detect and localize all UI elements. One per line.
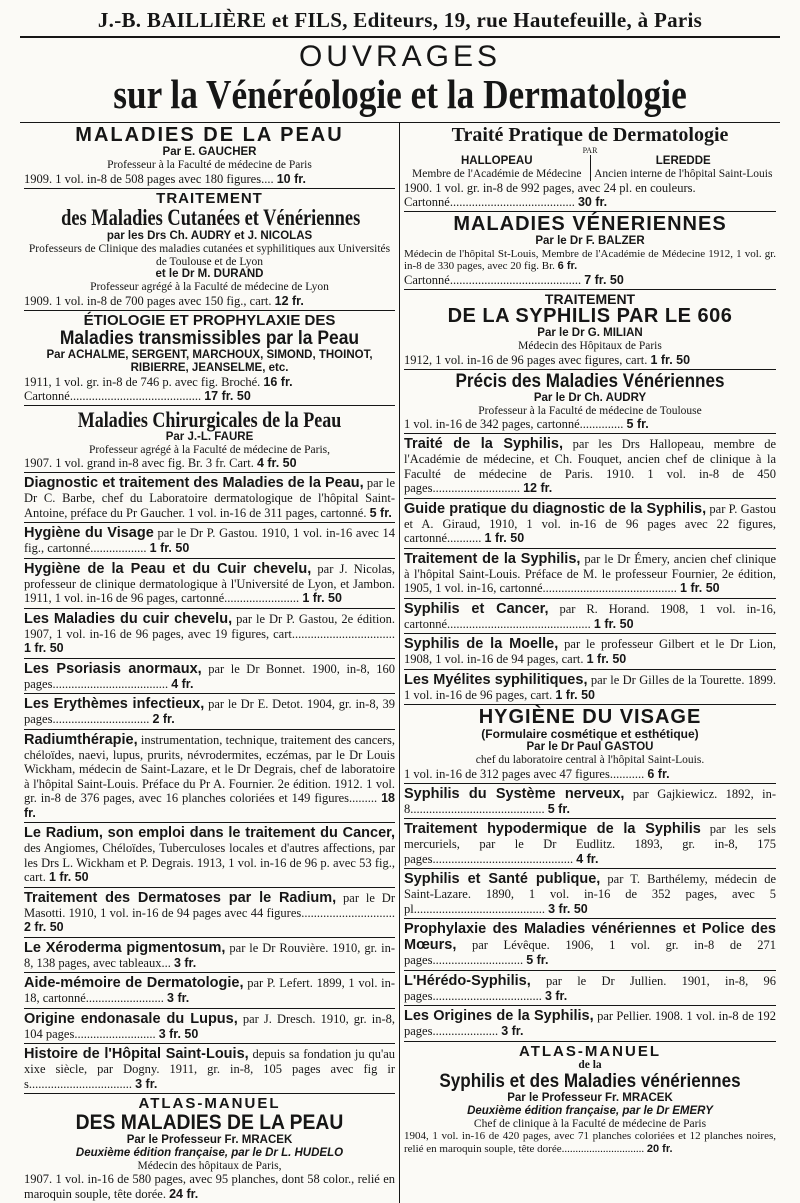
book-title: Traité de la Syphilis, — [404, 436, 563, 453]
book-price: 4 fr. — [171, 676, 194, 691]
book-entry: Syphilis et Santé publique, par T. Barthélemy, médecin de Saint-Lazare. 1890, 1 vol. in-16 de 352 pages, avec 5 pl.......................................... 3 fr. 50 — [404, 869, 776, 919]
left-column — [20, 123, 400, 1203]
book-affiliation: Membre de l'Académie de Médecine — [412, 168, 582, 180]
book-entry: Les Maladies du cuir chevelu, par le Dr P. Gastou, 2e édition. 1907, 1 vol. in-16 de 96 pages, avec 19 figures, cart................................. 1 fr. 50 — [24, 609, 395, 659]
book-affiliation: chef du laboratoire central à l'hôpital Saint-Louis. — [475, 754, 705, 767]
book-title: Le Xéroderma pigmentosum, — [24, 939, 226, 956]
book-price: 30 fr. — [577, 194, 608, 209]
book-author: Par le Dr G. MILIAN — [537, 327, 643, 340]
book-details: Médecin de l'hôpital St-Louis, Membre de l'Académie de Médecine 1912, 1 vol. gr. in-8 de 330 pages, avec 20 fig. Br. 6 fr. — [404, 247, 776, 272]
book-entry — [24, 1094, 395, 1203]
book-affiliation: Ancien interne de l'hôpital Saint-Louis — [594, 168, 773, 180]
book-price: 10 fr. — [276, 171, 306, 186]
book-title: Traitement de la Syphilis, — [404, 550, 581, 567]
book-entry: Le Xéroderma pigmentosum, par le Dr Rouvière. 1910, gr. in-8, 138 pages, avec tableaux... 3 fr. — [24, 938, 395, 974]
book-details: 1912, 1 vol. in-16 de 96 pages avec figures, cart. 1 fr. 50 — [404, 352, 691, 367]
book-entry: Les Erythèmes infectieux, par le Dr E. Detot. 1904, gr. in-8, 39 pages............................... 2 fr. — [24, 694, 395, 730]
book-entry: Radiumthérapie, instrumentation, technique, traitement des cancers, chéloïdes, naevi, lupus, prurits, névrodermites, eczémas, par le Dr Louis Wickham, médecin de Saint-Lazare, et le Dr Degrais, chef de laboratoire à l'hôpital Saint-Louis. Préface du Pr A. Fournier. 2e édition. 1912. 1 vol. gr. in-8 de 376 pages, avec 16 planches coloriées et 149 figures......... 18 fr. — [24, 730, 395, 824]
book-title: Radiumthérapie, — [24, 731, 138, 748]
page-subtitle: sur la Vénéréologie et la Dermatologie — [113, 71, 687, 117]
book-par: PAR — [582, 146, 598, 155]
book-author: Par le Dr Ch. AUDRY — [533, 391, 647, 404]
book-details: 1 vol. in-16 de 342 pages, cartonné.............. 5 fr. — [404, 417, 649, 432]
book-price: 1 fr. 50 — [680, 581, 720, 596]
book-title: Hygiène du Visage — [24, 525, 154, 542]
book-price: 20 fr. — [646, 1142, 673, 1155]
book-title: MALADIES DE LA PEAU — [75, 124, 344, 146]
book-price: 6 fr. — [557, 260, 578, 272]
book-price: 5 fr. — [369, 505, 392, 520]
book-affiliation: Professeurs de Clinique des maladies cutanées et syphilitiques aux Universités de Toulouse et de Lyon — [28, 243, 391, 268]
book-price: 24 fr. — [169, 1186, 199, 1201]
book-price: 12 fr. — [523, 481, 553, 496]
publisher-header: J.-B. BAILLIÈRE et FILS, Editeurs, 19, rue Hautefeuille, à Paris — [20, 8, 780, 38]
book-title: Maladies Chirurgicales de la Peau — [77, 406, 342, 432]
book-entry: Histoire de l'Hôpital Saint-Louis, depuis sa fondation ju qu'au xixe siècle, par Dogny. 1911, gr. in-8, 105 pages avec fig ir s................................. 3 fr. — [24, 1044, 395, 1094]
book-title-connector: de la — [578, 1059, 602, 1072]
book-details: 1 vol. in-16 de 312 pages avec 47 figures........... 6 fr. — [404, 766, 670, 781]
book-title: Les Psoriasis anormaux, — [24, 660, 202, 677]
page-title: OUVRAGES — [298, 40, 502, 73]
book-affiliation: Médecin des Hôpitaux de Paris — [518, 340, 662, 353]
book-title: TRAITEMENT — [156, 189, 263, 207]
book-entry — [404, 1042, 776, 1158]
book-author: par les Drs Ch. AUDRY et J. NICOLAS — [106, 230, 313, 243]
book-subtitle: (Formulaire cosmétique et esthétique) — [481, 727, 699, 742]
book-title: ATLAS-MANUEL — [518, 1042, 662, 1060]
book-price: 1 fr. 50 — [586, 652, 627, 667]
book-title: TRAITEMENT — [544, 290, 636, 307]
book-edition: Deuxième édition française, par le Dr EMERY — [467, 1104, 713, 1117]
book-title: Précis des Maladies Vénériennes — [455, 370, 725, 392]
book-title: Guide pratique du diagnostic de la Syphilis, — [404, 500, 707, 517]
book-title: Histoire de l'Hôpital Saint-Louis, — [24, 1046, 249, 1063]
book-price: 3 fr. — [167, 991, 190, 1006]
book-price: 5 fr. — [526, 953, 549, 968]
book-entry — [404, 705, 776, 784]
book-details: 1900. 1 vol. gr. in-8 de 992 pages, avec 24 pl. en couleurs. — [404, 180, 696, 195]
columns — [20, 122, 780, 1203]
book-entry: Aide-mémoire de Dermatologie, par P. Lefert. 1899, 1 vol. in-18, cartonné......................... 3 fr. — [24, 973, 395, 1009]
book-entry: Le Radium, son emploi dans le traitement du Cancer, des Angiomes, Chéloïdes, Tuberculoses locales et d'autres affections, par les Drs L. Wickham et P. Degrais. 1913, 1 vol. in-16 de 96 p. avec 53 fig., cart. 1 fr. 50 — [24, 823, 395, 888]
book-entry: Traité de la Syphilis, par les Drs Hallopeau, membre de l'Académie de médecine, et Ch. Fouquet, ancien chef de clinique à la Faculté de médecine de Paris. 1910. 1 vol. in-8 de 450 pages............................ 12 fr. — [404, 434, 776, 499]
book-affiliation: Professeur à la Faculté de médecine de Paris — [107, 159, 312, 171]
book-title: Traitement des Dermatoses par le Radium, — [24, 889, 337, 906]
book-entry — [404, 123, 776, 212]
book-details: Cartonné.......................................... 17 fr. 50 — [24, 388, 251, 403]
book-title: Les Myélites syphilitiques, — [404, 671, 588, 688]
book-title: Syphilis et Cancer, — [404, 600, 549, 617]
book-title: ATLAS-MANUEL — [138, 1095, 281, 1113]
book-entry: Diagnostic et traitement des Maladies de la Peau, par le Dr C. Barbe, chef du Laboratoire dermatologique de l'hôpital Saint-Antoine, préface du Pr Gaucher. 1 vol. in-16 de 311 pages, cartonné. 5 fr. — [24, 473, 395, 523]
book-title: Hygiène de la Peau et du Cuir chevelu, — [24, 560, 312, 577]
book-entry: Hygiène de la Peau et du Cuir chevelu, par J. Nicolas, professeur de clinique dermatologique à l'Université de Lyon, et Jambon. 1911, 1 vol. in-16 de 96 pages, cartonné........................ 1 fr. 50 — [24, 559, 395, 609]
book-price: 2 fr. 50 — [24, 920, 64, 935]
book-entry — [404, 370, 776, 434]
book-title: Traité Pratique de Dermatologie — [451, 124, 729, 146]
book-title: Traitement hypodermique de la Syphilis — [404, 821, 701, 838]
book-edition: Deuxième édition française, par le Dr L. HUDELO — [75, 1146, 344, 1159]
book-affiliation: Chef de clinique à la Faculté de médecine de Paris — [473, 1117, 707, 1130]
book-affiliation: Professeur agrégé à la Faculté de médecine de Lyon — [90, 281, 329, 294]
book-entry: Guide pratique du diagnostic de la Syphilis, par P. Gastou et A. Giraud, 1910, 1 vol. in-16 de 96 pages avec 22 figures, cartonné........... 1 fr. 50 — [404, 499, 776, 549]
book-price: 3 fr. 50 — [548, 901, 588, 916]
book-price: 1 fr. 50 — [302, 591, 342, 606]
book-price: 3 fr. — [501, 1024, 524, 1039]
book-price: 5 fr. — [626, 417, 649, 432]
book-entry: Traitement de la Syphilis, par le Dr Émery, ancien chef clinique à l'hôpital Saint-Louis. Préface de M. le professeur Fournier, 2e édition, 1905, 1 vol. in-16, cartonné........................................... 1 fr. 50 — [404, 549, 776, 599]
book-details: Cartonné........................................ 30 fr. — [404, 194, 608, 209]
book-entry: Syphilis et Cancer, par R. Horand. 1908, 1 vol. in-16, cartonné.............................................. 1 fr. 50 — [404, 599, 776, 635]
book-entry: Traitement des Dermatoses par le Radium, par le Dr Masotti. 1910, 1 vol. in-16 de 94 pages avec 44 figures.............................. 2 fr. 50 — [24, 888, 395, 938]
book-entry — [404, 290, 776, 370]
book-price: 4 fr. — [576, 851, 599, 866]
book-title: L'Hérédo-Syphilis, — [404, 972, 531, 989]
book-price: 1 fr. 50 — [484, 531, 525, 546]
book-price: 4 fr. 50 — [256, 456, 297, 471]
right-column — [400, 123, 780, 1203]
book-entry: Syphilis de la Moelle, par le professeur Gilbert et le Dr Lion, 1908, 1 vol. in-16 de 94 pages, cart. 1 fr. 50 — [404, 634, 776, 670]
book-details: 1909. 1 vol. in-8 de 508 pages avec 180 figures.... 10 fr. — [24, 171, 306, 186]
book-title: des Maladies Cutanées et Vénériennes — [61, 205, 361, 231]
book-title: HYGIÈNE DU VISAGE — [478, 706, 702, 729]
book-author: Par le Dr F. BALZER — [535, 234, 645, 247]
book-entry — [24, 311, 395, 406]
book-entry — [24, 123, 395, 189]
book-price: 1 fr. 50 — [24, 641, 64, 656]
book-author: HALLOPEAU — [460, 155, 533, 167]
book-title: Diagnostic et traitement des Maladies de la Peau, — [24, 475, 364, 492]
book-price: 2 fr. — [152, 712, 175, 727]
book-entry — [24, 406, 395, 474]
book-title: Syphilis et Santé publique, — [404, 871, 601, 888]
book-title: ÉTIOLOGIE ET PROPHYLAXIE DES — [83, 311, 336, 329]
book-price: 3 fr. — [173, 955, 197, 970]
book-title: Les Erythèmes infectieux, — [24, 696, 205, 713]
book-price: 3 fr. 50 — [158, 1026, 199, 1041]
book-title: Prophylaxie des Maladies vénériennes et Police des Mœurs, — [404, 921, 776, 954]
book-author: et le Dr M. DURAND — [155, 268, 264, 281]
book-affiliation: Professeur agrégé à la Faculté de médecine de Paris, — [88, 443, 331, 456]
book-price: 12 fr. — [274, 293, 304, 308]
book-price: 6 fr. — [647, 766, 670, 781]
book-author: Par E. GAUCHER — [162, 146, 257, 158]
book-entry: Prophylaxie des Maladies vénériennes et Police des Mœurs, par Lévêque. 1906, 1 vol. gr. in-8 de 271 pages............................. 5 fr. — [404, 919, 776, 971]
book-title: Aide-mémoire de Dermatologie, — [24, 975, 244, 992]
book-entry: Les Myélites syphilitiques, par le Dr Gilles de la Tourette. 1899. 1 vol. in-16 de 96 pages, cart. 1 fr. 50 — [404, 670, 776, 706]
book-price: 1 fr. 50 — [149, 541, 190, 556]
book-entry: Syphilis du Système nerveux, par Gajkiewicz. 1892, in-8........................................... 5 fr. — [404, 784, 776, 820]
book-title: Syphilis et des Maladies vénériennes — [439, 1070, 741, 1092]
book-title: Syphilis du Système nerveux, — [404, 785, 625, 802]
book-title: DES MALADIES DE LA PEAU — [75, 1110, 344, 1134]
page — [20, 0, 780, 1203]
book-details: 1907. 1 vol. in-16 de 580 pages, avec 95 planches, dont 58 color., relié en maroquin souple, tête dorée. 24 fr. — [24, 1172, 395, 1201]
book-details: 1909. 1 vol. in-8 de 700 pages avec 150 fig., cart. 12 fr. — [24, 293, 304, 308]
book-price: 1 fr. 50 — [593, 616, 634, 631]
book-title: Le Radium, son emploi dans le traitement du Cancer, — [24, 825, 395, 842]
book-price: 5 fr. — [547, 801, 570, 816]
book-price: 3 fr. — [544, 988, 568, 1003]
book-entry: Les Psoriasis anormaux, par le Dr Bonnet. 1900, in-8, 160 pages..................................... 4 fr. — [24, 659, 395, 695]
book-title: Origine endonasale du Lupus, — [24, 1010, 238, 1027]
book-entry: Traitement hypodermique de la Syphilis par les sels mercuriels, par le Dr Eudlitz. 1893, gr. in-8, 175 pages............................................. 4 fr. — [404, 819, 776, 869]
book-price: 17 fr. 50 — [204, 388, 251, 403]
book-affiliation: Médecin des hôpitaux de Paris, — [137, 1159, 282, 1172]
book-entry — [404, 212, 776, 290]
book-entry: L'Hérédo-Syphilis, par le Dr Jullien. 1901, in-8, 96 pages................................... 3 fr. — [404, 971, 776, 1007]
book-author: Par le Professeur Fr. MRACEK — [507, 1091, 673, 1104]
book-author: Par le Dr Paul GASTOU — [526, 741, 654, 754]
book-entry — [24, 189, 395, 311]
book-entry: Origine endonasale du Lupus, par J. Dresch. 1910, gr. in-8, 104 pages.......................... 3 fr. 50 — [24, 1009, 395, 1045]
book-author: Par J.-L. FAURE — [165, 430, 254, 443]
book-price: 16 fr. — [263, 374, 293, 389]
book-price: 1 fr. 50 — [48, 870, 89, 885]
book-affiliation: Professeur à la Faculté de médecine de Toulouse — [478, 404, 702, 417]
book-title: DE LA SYPHILIS PAR LE 606 — [447, 305, 733, 328]
book-title: MALADIES VÉNERIENNES — [453, 212, 727, 235]
book-details: 1904, 1 vol. in-16 de 420 pages, avec 71 planches coloriées et 12 planches noires, relié en maroquin souple, tête dorée.............................. 20 fr. — [404, 1130, 776, 1155]
book-authors — [404, 155, 776, 181]
book-details: Cartonné.......................................... 7 fr. 50 — [404, 272, 624, 287]
book-title: Syphilis de la Moelle, — [404, 636, 559, 653]
book-entry: Hygiène du Visage par le Dr P. Gastou. 1910, 1 vol. in-16 avec 14 fig., cartonné.................. 1 fr. 50 — [24, 523, 395, 559]
book-price: 7 fr. 50 — [584, 272, 624, 287]
book-details: 1907. 1 vol. grand in-8 avec fig. Br. 3 fr. Cart. 4 fr. 50 — [24, 456, 297, 471]
book-price: 18 fr. — [24, 791, 396, 820]
book-entry: Les Origines de la Syphilis, par Pellier. 1908. 1 vol. in-8 de 192 pages..................... 3 fr. — [404, 1006, 776, 1042]
book-title: Les Maladies du cuir chevelu, — [24, 610, 233, 627]
book-details: 1911, 1 vol. gr. in-8 de 746 p. avec fig. Broché. 16 fr. — [24, 374, 293, 389]
book-price: 1 fr. 50 — [650, 352, 691, 367]
book-price: 3 fr. — [135, 1076, 158, 1091]
book-title: Maladies transmissibles par la Peau — [59, 327, 360, 349]
book-price: 1 fr. 50 — [555, 687, 595, 702]
book-title: Les Origines de la Syphilis, — [404, 1008, 594, 1025]
book-author: LEREDDE — [655, 155, 711, 167]
book-author: Par le Professeur Fr. MRACEK — [126, 1133, 293, 1146]
book-author: Par ACHALME, SERGENT, MARCHOUX, SIMOND, THOINOT, RIBIERRE, JEANSELME, etc. — [46, 348, 373, 374]
